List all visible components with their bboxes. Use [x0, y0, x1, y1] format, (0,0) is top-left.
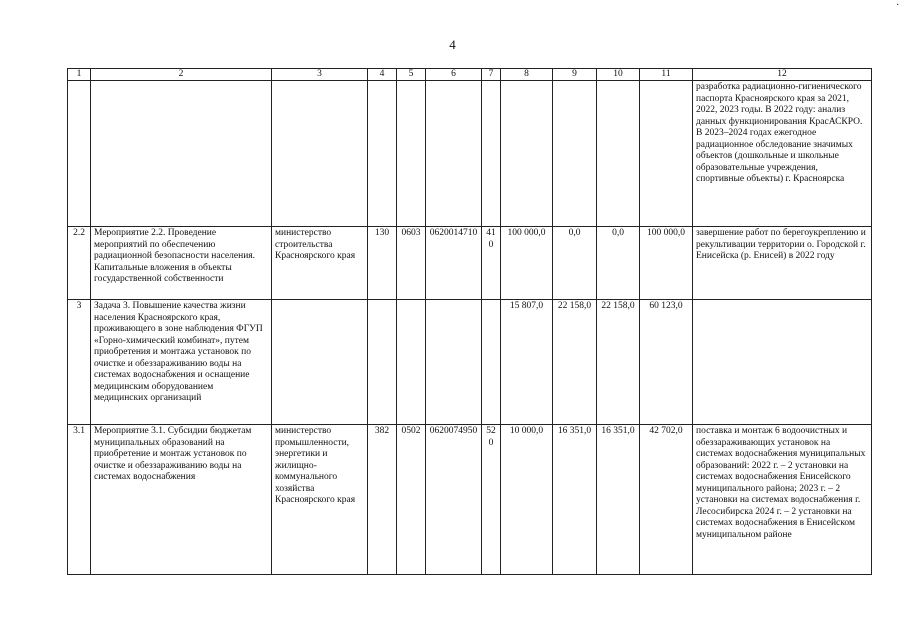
section-cell — [397, 81, 426, 227]
activity-name-cell: Мероприятие 2.2. Проведение мероприятий по обеспечению радиационной безопасности населения. Капитальные вложения в объекты государственной собственности — [91, 227, 272, 300]
program-activities-table — [67, 68, 872, 575]
responsible-cell: министерство строительства Красноярского края — [272, 227, 368, 300]
column-header: 3 — [272, 69, 368, 81]
column-header: 1 — [68, 69, 91, 81]
grbs-cell — [368, 81, 397, 227]
row-number-cell: 2.2 — [68, 227, 91, 300]
target-article-cell — [426, 300, 482, 425]
table-row — [68, 227, 872, 300]
amount-total-cell — [640, 81, 693, 227]
responsible-cell — [272, 81, 368, 227]
expense-type-cell — [482, 300, 501, 425]
grbs-cell — [368, 300, 397, 425]
column-header: 12 — [693, 69, 872, 81]
section-cell: 0603 — [397, 227, 426, 300]
expense-type-cell: 520 — [482, 425, 501, 575]
table-row — [68, 81, 872, 227]
amount-2022-cell — [501, 81, 553, 227]
amount-2022-cell: 100 000,0 — [501, 227, 553, 300]
target-article-cell: 0620074950 — [426, 425, 482, 575]
amount-2023-cell: 22 158,0 — [553, 300, 597, 425]
column-header: 2 — [91, 69, 272, 81]
amount-total-cell: 100 000,0 — [640, 227, 693, 300]
section-cell — [397, 300, 426, 425]
column-header: 6 — [426, 69, 482, 81]
expected-result-cell: завершение работ по берегоукреплению и рекультивации территории о. Городской г. Енисейска (р. Енисей) в 2022 году — [693, 227, 872, 300]
section-cell: 0502 — [397, 425, 426, 575]
amount-2024-cell: 22 158,0 — [597, 300, 640, 425]
amount-2024-cell — [597, 81, 640, 227]
expense-type-cell: 410 — [482, 227, 501, 300]
amount-2023-cell: 0,0 — [553, 227, 597, 300]
header-row — [68, 69, 872, 81]
expected-result-cell — [693, 300, 872, 425]
responsible-cell — [272, 300, 368, 425]
amount-2024-cell: 16 351,0 — [597, 425, 640, 575]
activity-name-cell: Задача 3. Повышение качества жизни населения Красноярского края, проживающего в зоне наблюдения ФГУП «Горно-химический комбинат», путем приобретения и монтажа установок по очистке и обеззараживанию воды на системах водоснабжения и оснащение медицинским оборудованием медицинских организаций — [91, 300, 272, 425]
column-header: 11 — [640, 69, 693, 81]
table-row — [68, 425, 872, 575]
row-number-cell: 3.1 — [68, 425, 91, 575]
amount-2022-cell: 10 000,0 — [501, 425, 553, 575]
amount-2022-cell: 15 807,0 — [501, 300, 553, 425]
amount-2023-cell: 16 351,0 — [553, 425, 597, 575]
target-article-cell — [426, 81, 482, 227]
grbs-cell: 382 — [368, 425, 397, 575]
row-number-cell: 3 — [68, 300, 91, 425]
row-number-cell — [68, 81, 91, 227]
amount-total-cell: 42 702,0 — [640, 425, 693, 575]
responsible-cell: министерство промышленности, энергетики и жилищно-коммунального хозяйства Красноярского края — [272, 425, 368, 575]
expense-type-cell — [482, 81, 501, 227]
amount-2024-cell: 0,0 — [597, 227, 640, 300]
grbs-cell: 130 — [368, 227, 397, 300]
activity-name-cell — [91, 81, 272, 227]
page-number: 4 — [449, 37, 456, 52]
column-header: 5 — [397, 69, 426, 81]
column-header: 9 — [553, 69, 597, 81]
column-header: 7 — [482, 69, 501, 81]
column-header: 8 — [501, 69, 553, 81]
table-row — [68, 300, 872, 425]
expected-result-cell: разработка радиационно-гигиенического паспорта Красноярского края за 2021, 2022, 2023 годы. В 2022 году: анализ данных функционирования КрасАСКРО. В 2023–2024 годах ежегодное радиационное обследование значимых объектов (дошкольные и школьные образовательные учреждения, спортивные объекты) г. Красноярска — [693, 81, 872, 227]
column-header: 4 — [368, 69, 397, 81]
amount-total-cell: 60 123,0 — [640, 300, 693, 425]
expected-result-cell: поставка и монтаж 6 водоочистных и обеззараживающих установок на системах водоснабжения муниципальных образований: 2022 г. – 2 установки на системах водоснабжения Енисейского муниципального района; 2023 г. – 2 установки на системах водоснабжения г. Лесосибирска 2024 г. – 2 установки на системах водоснабжения в Енисейском муниципальном районе — [693, 425, 872, 575]
column-header: 10 — [597, 69, 640, 81]
target-article-cell: 0620014710 — [426, 227, 482, 300]
amount-2023-cell — [553, 81, 597, 227]
corner-mark: · — [896, 0, 900, 11]
activity-name-cell: Мероприятие 3.1. Субсидии бюджетам муниципальных образований на приобретение и монтаж установок по очистке и обеззараживанию воды на системах водоснабжения — [91, 425, 272, 575]
